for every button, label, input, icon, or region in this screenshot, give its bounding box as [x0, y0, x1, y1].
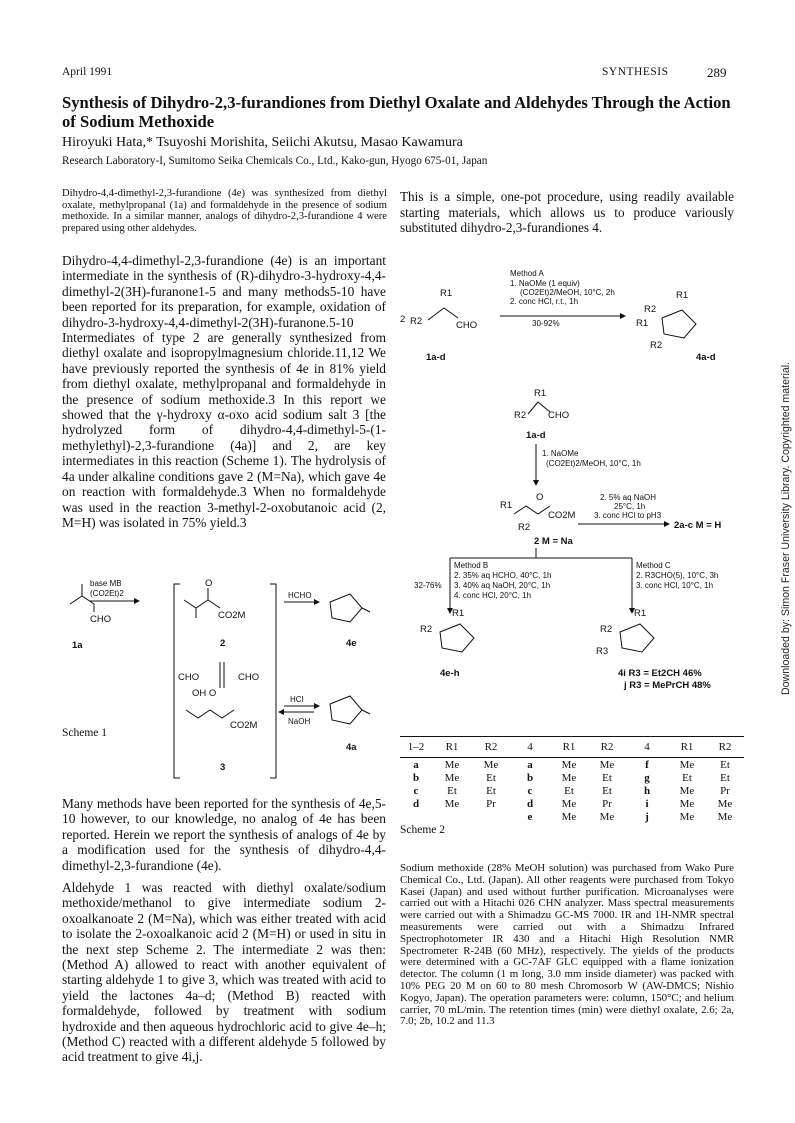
r2-2: R2 — [518, 522, 531, 533]
download-notice: Downloaded by: Simon Fraser University Library. Copyrighted material. — [780, 361, 792, 695]
table-cell: h — [643, 784, 651, 797]
table-cell — [432, 810, 472, 823]
col-header: R1 — [668, 737, 706, 758]
table-cell: d — [412, 797, 420, 810]
reagent-base: base MB — [90, 579, 122, 588]
intro-paragraph: This is a simple, one-pot procedure, using readily available starting materials, which allows us to produce variously substituted dihydro-2,3-furandiones 4. — [400, 189, 734, 236]
r2-4eh: R2 — [420, 624, 433, 635]
table-row — [400, 797, 744, 810]
method-c-title: Method C — [636, 561, 671, 570]
scheme-2-figure — [400, 268, 734, 736]
label-3: 3 — [220, 762, 226, 773]
o-2: O — [536, 492, 544, 503]
label-1a-d-center: 1a-d — [526, 430, 546, 441]
co2m-label: CO2M — [218, 610, 246, 621]
issue-date: April 1991 — [62, 66, 113, 78]
table-cell: Et — [602, 784, 612, 797]
method-b-step4: 4. conc HCl, 20°C, 1h — [454, 591, 532, 600]
step2-c: 3. conc HCl to pH3 — [594, 511, 662, 520]
journal-name: SYNTHESIS — [602, 66, 669, 78]
r1-label: R1 — [440, 288, 453, 299]
cho-center: CHO — [548, 410, 570, 421]
method-a-step2: 2. conc HCl, r.t., 1h — [510, 297, 579, 306]
table-cell: Me — [444, 758, 460, 771]
table-cell: Pr — [486, 797, 496, 810]
co2m-label-3: CO2M — [230, 720, 258, 731]
table-cell: Me — [679, 797, 695, 810]
table-row — [400, 810, 744, 823]
table-cell: Et — [682, 771, 692, 784]
table-cell: i — [645, 797, 649, 810]
table-cell: g — [644, 771, 650, 784]
label-4a-d: 4a-d — [696, 352, 716, 363]
body-paragraph-3: Aldehyde 1 was reacted with diethyl oxalate/sodium methoxide/methanol to give intermediate sodium 2-oxoalkanoate 2 (M=Na), which was either treated with acid to isolate the 2-oxoalkanoic acid 2 (M=H) or used in situ in the next step Scheme 2. The intermediate 2 was then: (Method A) allowed to react with another equivalent of starting aldehyde 1 to give 3, which was treated with acid to yield the lactones 4a–d; (Method B) reacted with formaldehyde, followed by treatment with sodium hydroxide and then aqueous hydrochloric acid to give 4e–h; (Method C) reacted with a different aldehyde 5 followed by acid treatment to give 4i,j. — [62, 880, 386, 1065]
label-1a: 1a — [72, 640, 83, 651]
table-cell: e — [527, 810, 533, 823]
table-cell: Pr — [602, 797, 612, 810]
hcl-reagent: HCl — [290, 695, 304, 704]
r1-4ij: R1 — [634, 608, 647, 619]
table-row — [400, 771, 744, 784]
r1-label-4: R1 — [676, 290, 689, 301]
table-cell: f — [645, 758, 649, 771]
col-header: R2 — [472, 737, 510, 758]
table-cell: j — [645, 810, 649, 823]
table-cell: Me — [561, 797, 577, 810]
r2-label-4: R2 — [644, 304, 657, 315]
method-b-step2: 2. 35% aq HCHO, 40°C, 1h — [454, 571, 552, 580]
table-header-row — [400, 737, 744, 758]
col-header: R1 — [550, 737, 588, 758]
r1-4eh: R1 — [452, 608, 465, 619]
table-cell: Me — [561, 758, 577, 771]
cho-label: CHO — [90, 614, 112, 625]
article-title: Synthesis of Dihydro-2,3-furandiones from Diethyl Oxalate and Aldehydes Through the Action of Sodium Methoxide — [62, 93, 731, 131]
table-cell: Et — [602, 771, 612, 784]
label-4a: 4a — [346, 742, 357, 753]
scheme-1-caption: Scheme 1 — [62, 727, 108, 739]
step1-a: 1. NaOMe — [542, 449, 579, 458]
r1-2: R1 — [500, 500, 513, 511]
authors: Hiroyuki Hata,* Tsuyoshi Morishita, Seiichi Akutsu, Masao Kawamura — [62, 135, 463, 150]
table-cell: Me — [483, 758, 499, 771]
col-header: 4 — [510, 737, 550, 758]
two-equiv: 2 — [400, 314, 406, 325]
table-cell: c — [527, 784, 533, 797]
body-paragraph-2: Many methods have been reported for the synthesis of 4e,5-10 however, to our knowledge, no analog of 4e has been reported. Herein we report the synthesis of analogs of 4e by a modification used for the synthesis of dihydro-4,4-dimethyl-2,3-furandione (4e). — [62, 796, 386, 873]
step2-b: 25°C, 1h — [614, 502, 646, 511]
table-cell: Me — [599, 758, 615, 771]
r2-label-4b: R2 — [650, 340, 663, 351]
experimental-paragraph: Sodium methoxide (28% MeOH solution) was purchased from Wako Pure Chemical Co., Ltd. (Japan). All other reagents were purchased from Tokyo Kasei (Japan) and used without further purification. Microanalyses were carried out with a Hitachi 026 CHN analyzer. Mass spectral measurements were carried out with a Shimadzu GC-MS 7000. IR and 1H-NMR spectral measurements were carried out with a Shimadzu Infrared Spectrophotometer IR 430 and a Hitachi High Resolution NMR Spectrometer R-24B (60 MHz), respectively. The yields of the products were determined with a GC-7AF GLC equipped with a flame ionization detector. The column (1 m long, 3.0 mm inside diameter) was packed with 10% PEG 20 M on 60 to 80 mesh Chromosorb W (AW-DMCS; Nishio Kogyo, Japan). The operation parameters were: column, 150°C; and helium carrier, 70 mL/min. The retention times (min) were diethyl oxalate, 2.6; 2a, 7.0; 2b, 10.2 and 11.3 — [400, 862, 734, 1028]
col-header: R1 — [432, 737, 472, 758]
reagent-oxalate: (CO2Et)2 — [90, 589, 124, 598]
affiliation: Research Laboratory-I, Sumitomo Seika Chemicals Co., Ltd., Kako-gun, Hyogo 675-01, Japan — [62, 155, 488, 167]
step2-a: 2. 5% aq NaOH — [600, 493, 657, 502]
method-a-step1b: (CO2Et)2/MeOH, 10°C, 2h — [520, 288, 615, 297]
table-cell: Me — [679, 810, 695, 823]
table-cell: a — [413, 758, 419, 771]
table-row — [400, 758, 744, 772]
table-cell: Me — [561, 771, 577, 784]
label-4i: 4i R3 = Et2CH 46% — [618, 668, 702, 679]
table-cell — [400, 810, 432, 823]
oh-o-label: OH O — [192, 688, 217, 699]
r3-4ij: R3 — [596, 646, 609, 657]
page-number: 289 — [707, 65, 727, 80]
col-header: 4 — [626, 737, 668, 758]
table-cell: a — [527, 758, 533, 771]
scheme-2-caption: Scheme 2 — [400, 824, 446, 836]
table-cell: c — [413, 784, 419, 797]
table-cell: Me — [444, 771, 460, 784]
r2-label: R2 — [410, 316, 423, 327]
table-cell: Me — [717, 797, 733, 810]
r1-center: R1 — [534, 388, 547, 399]
co2m-2: CO2M — [548, 510, 576, 521]
method-a-step1: 1. NaOMe (1 equiv) — [510, 279, 580, 288]
table-row — [400, 784, 744, 797]
table-cell: Me — [717, 810, 733, 823]
table-cell: Et — [447, 784, 457, 797]
table-cell: Me — [444, 797, 460, 810]
r2-4ij: R2 — [600, 624, 613, 635]
method-a-yield: 30-92% — [532, 319, 560, 328]
table-cell: Et — [720, 771, 730, 784]
hcho-reagent: HCHO — [288, 591, 312, 600]
col-header: R2 — [588, 737, 626, 758]
table-cell: Pr — [720, 784, 730, 797]
label-1a-d: 1a-d — [426, 352, 446, 363]
table-cell: Me — [679, 758, 695, 771]
method-b-title: Method B — [454, 561, 489, 570]
o-label: O — [205, 578, 213, 589]
col-header: R2 — [706, 737, 744, 758]
abstract: Dihydro-4,4-dimethyl-2,3-furandione (4e) was synthesized from diethyl oxalate, methylpropanal (1a) and formaldehyde in the presence of sodium methoxide. In a similar manner, analogs of dihydro-2,3-furandione 4 were prepared using other aldehydes. — [62, 188, 387, 235]
label-2a-c: 2a-c M = H — [674, 520, 722, 531]
method-b-step3: 3. 40% aq NaOH, 20°C, 1h — [454, 581, 551, 590]
label-4j: j R3 = MePrCH 48% — [624, 680, 711, 691]
label-4e: 4e — [346, 638, 357, 649]
r2-center: R2 — [514, 410, 527, 421]
r1-label-4b: R1 — [636, 318, 649, 329]
label-4e-h: 4e-h — [440, 668, 460, 679]
step1-b: (CO2Et)2/MeOH, 10°C, 1h — [546, 459, 641, 468]
substituent-table — [400, 736, 744, 823]
table-cell: Me — [599, 810, 615, 823]
method-a-title: Method A — [510, 269, 544, 278]
aldehyde-fragment-left: CHO — [178, 672, 200, 683]
table-cell: Et — [486, 784, 496, 797]
table-cell — [472, 810, 510, 823]
table-cell: b — [526, 771, 534, 784]
label-2-na: 2 M = Na — [534, 536, 573, 547]
method-b-yield: 32-76% — [414, 581, 442, 590]
table-cell: Et — [486, 771, 496, 784]
table-cell: Me — [561, 810, 577, 823]
body-paragraph-1: Dihydro-4,4-dimethyl-2,3-furandione (4e) is an important intermediate in the synthesis of (R)-dihydro-3-hydroxy-4,4-dimethyl-2(3H)-furanone1-5 and many methods5-10 have been reported for its preparation, for example, oxidation of dihydro-3-hydroxy-4,4-dimethyl-2(3H)-furanone.5-10 Intermediates of type 2 are generally synthesized from diethyl oxalate and isopropylmagnesium chloride.11,12 We have previously reported the synthesis of 4e in 81% yield from diethyl oxalate, methylpropanal and formaldehyde in the presence of sodium methoxide.3 In this report we showed that the γ-hydroxy α-oxo acid sodium salt 3 [the hydrolyzed form of dihydro-4,4-dimethyl-5-(1-methylethyl)-2,3-furandione (4a)] and 2, are key intermediates in this reaction (Scheme 1). The hydrolysis of 4a under alkaline conditions gave 2 (M=Na), which gave 4e on reaction with formaldehyde.3 When no formaldehyde was used in the reaction 3-methyl-2-oxobutanoic acid (2, M=H) was isolated in 75% yield.3 — [62, 253, 386, 530]
cho-label-a: CHO — [456, 320, 478, 331]
label-2: 2 — [220, 638, 226, 649]
naoh-reagent: NaOH — [288, 717, 311, 726]
aldehyde-fragment-right: CHO — [238, 672, 260, 683]
table-cell: Me — [679, 784, 695, 797]
table-cell: Et — [564, 784, 574, 797]
table-cell: b — [412, 771, 420, 784]
table-cell: Et — [720, 758, 730, 771]
col-header: 1–2 — [400, 737, 432, 758]
table-cell: d — [526, 797, 534, 810]
scheme-1-figure — [62, 578, 392, 788]
method-c-step3: 3. conc HCl, 10°C, 1h — [636, 581, 714, 590]
method-c-step2: 2. R3CHO(5), 10°C, 3h — [636, 571, 719, 580]
